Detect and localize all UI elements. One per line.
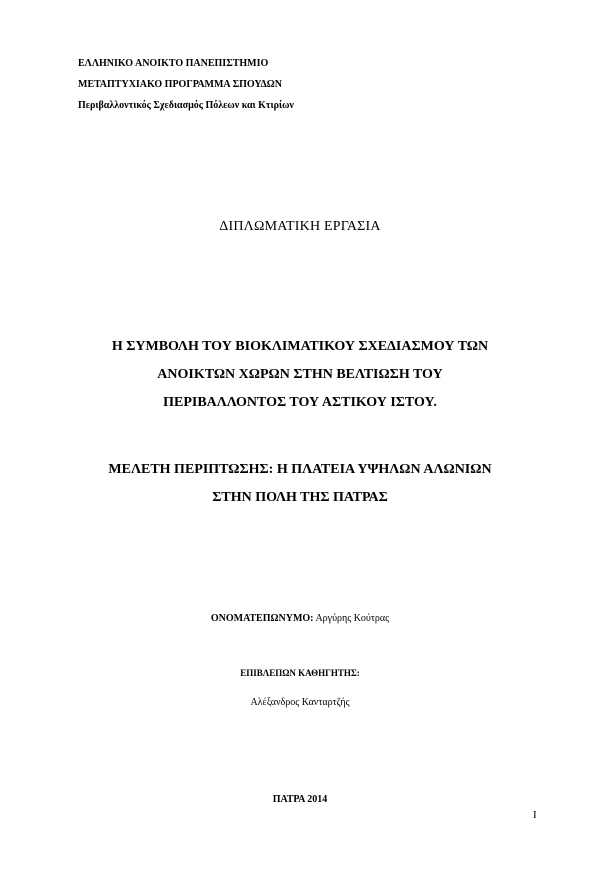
page-number: I: [533, 809, 537, 821]
place-year: ΠΑΤΡΑ 2014: [272, 794, 328, 805]
author-label: ΟΝΟΜΑΤΕΠΩΝΥΜΟ:: [210, 613, 314, 624]
case-study: [0, 456, 600, 512]
case-study-line: ΣΤΗΝ ΠΟΛΗ ΤΗΣ ΠΑΤΡΑΣ: [212, 490, 388, 505]
institution-header: [78, 53, 294, 116]
author-name: Αργύρης Κούτρας: [313, 613, 390, 624]
thesis-title-line: Η ΣΥΜΒΟΛΗ ΤΟΥ ΒΙΟΚΛΙΜΑΤΙΚΟΥ ΣΧΕΔΙΑΣΜΟΥ ΤΩΝ: [111, 339, 489, 354]
specialization-name: Περιβαλλοντικός Σχεδιασμός Πόλεων και Κτιρίων: [78, 100, 294, 111]
thesis-title-line: ΑΝΟΙΚΤΩΝ ΧΩΡΩΝ ΣΤΗΝ ΒΕΛΤΙΩΣΗ ΤΟΥ: [157, 367, 443, 382]
university-name: ΕΛΛΗΝΙΚΟ ΑΝΟΙΚΤΟ ΠΑΝΕΠΙΣΤΗΜΙΟ: [78, 58, 269, 69]
supervisor-name: Αλέξανδρος Κανταρτζής: [250, 697, 350, 708]
program-name: ΜΕΤΑΠΤΥΧΙΑΚΟ ΠΡΟΓΡΑΜΜΑ ΣΠΟΥΔΩΝ: [78, 79, 282, 90]
case-study-line: ΜΕΛΕΤΗ ΠΕΡΙΠΤΩΣΗΣ: Η ΠΛΑΤΕΙΑ ΥΨΗΛΩΝ ΑΛΩΝΙΩΝ: [108, 462, 492, 477]
author-line: [0, 613, 600, 624]
thesis-title-line: ΠΕΡΙΒΑΛΛΟΝΤΟΣ ΤΟΥ ΑΣΤΙΚΟΥ ΙΣΤΟΥ.: [163, 395, 437, 410]
document-type: ΔΙΠΛΩΜΑΤΙΚΗ ΕΡΓΑΣΙΑ: [219, 219, 381, 234]
supervisor-label: ΕΠΙΒΛΕΠΩΝ ΚΑΘΗΓΗΤΗΣ:: [240, 668, 360, 678]
thesis-title: [0, 333, 600, 417]
